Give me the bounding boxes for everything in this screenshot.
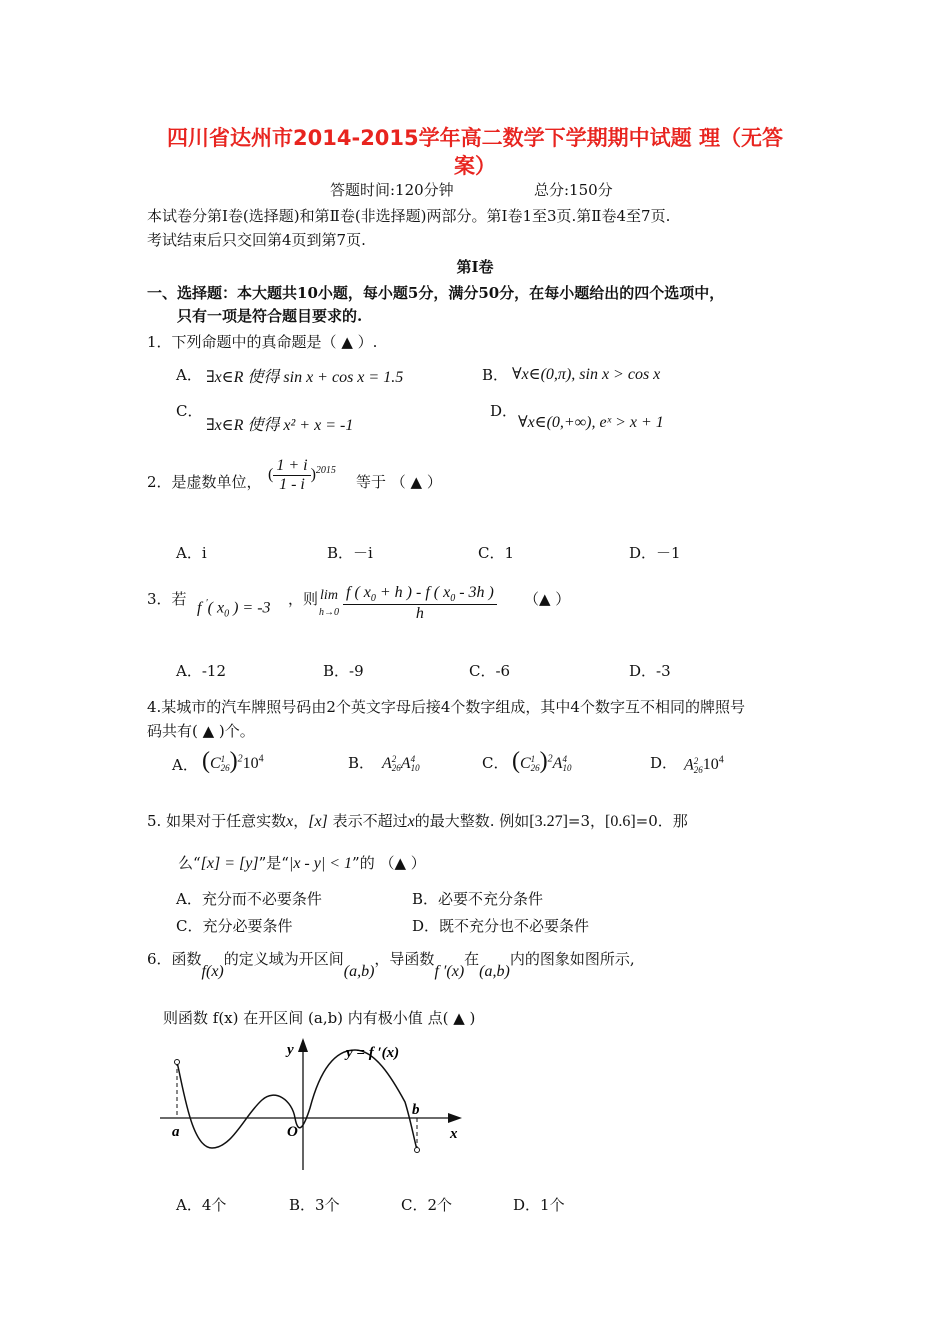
- q5-option-b: B．必要不充分条件: [412, 890, 544, 908]
- derivative-graph: [150, 1030, 470, 1180]
- x-axis-label: x: [450, 1126, 458, 1142]
- q6-option-a: A．4个: [176, 1196, 227, 1214]
- q2-fraction-expression: ( $\frac{1 + i}{1 - i}$ )$^{2015}$: [268, 457, 336, 493]
- exam-score: 总分:150分: [534, 181, 613, 199]
- q3-stem-start: 3．若: [147, 590, 187, 608]
- q2-option-c: C．1: [478, 544, 515, 562]
- part-heading: 第Ⅰ卷: [456, 258, 494, 276]
- y-axis-arrow-icon: [298, 1038, 308, 1052]
- q6-text-5: 内的图象如图所示,: [509, 950, 635, 968]
- q6-option-d: D．1个: [513, 1196, 565, 1214]
- q2-stem-start: 2．是虚数单位，: [147, 473, 262, 491]
- q3-option-b: B．-9: [323, 662, 364, 680]
- endpoint-a-open-circle: [175, 1060, 180, 1065]
- q5-text-7: ”是“: [258, 854, 289, 872]
- q1-option-a-label: A．: [176, 366, 202, 384]
- q5-text-6: 么“: [178, 854, 201, 872]
- q4-option-c-label: C．: [482, 754, 509, 772]
- q4-option-a-math: (C1 $26)^210^4$: [202, 748, 264, 774]
- q2-stem-tail: 等于 （ ▲ ）: [356, 473, 442, 491]
- q1-option-d-label: D．: [490, 402, 518, 420]
- document-title-line1: 四川省达州市2014-2015学年高二数学下学期期中试题 理（无答: [167, 126, 783, 150]
- q5-text-2: 表示不超过: [332, 812, 408, 830]
- q5-option-a: A．充分而不必要条件: [176, 890, 322, 908]
- q1-option-b-math: ∀x∈(0,π), sin x > cos x: [512, 366, 661, 383]
- x-axis-arrow-icon: [448, 1113, 462, 1123]
- q1-stem: 1．下列命题中的真命题是（ ▲ ）.: [147, 333, 378, 351]
- q5-text-3: 的最大整数. 例如: [414, 812, 530, 830]
- q6-text-2: 的定义域为开区间: [223, 950, 344, 968]
- q5-text-1: 5. 如果对于任意实数: [147, 812, 287, 830]
- endpoint-b-open-circle: [415, 1148, 420, 1153]
- intro-line2: 考试结束后只交回第4页到第7页.: [147, 231, 366, 249]
- q4-option-b-math: A2 26A4 10: [382, 754, 420, 774]
- point-b-label: b: [412, 1102, 420, 1118]
- q1-option-b-label: B．: [482, 366, 509, 384]
- q3-option-a: A．-12: [176, 662, 226, 680]
- q4-option-c-math: (C1 26)$^2$A4 10: [512, 748, 572, 774]
- q6-text-4: 在: [464, 950, 480, 968]
- q4-option-b-label: B．: [348, 754, 375, 772]
- q5-option-c: C．充分必要条件: [176, 917, 293, 935]
- q5-line2: 么“[x] = [y]”是“|x - y| < 1”的 （▲ ）: [178, 854, 426, 872]
- q3-option-c: C．-6: [469, 662, 511, 680]
- q1-option-c-label: C．: [176, 402, 203, 420]
- q1-option-a-math: ∃x∈R 使得 sin x + cos x = 1.5: [206, 369, 404, 386]
- q4-stem-line2: 码共有( ▲ )个。: [147, 722, 255, 740]
- q1-option-c-math: ∃x∈R 使得 x² + x = -1: [206, 417, 354, 434]
- y-axis-label: y: [287, 1042, 294, 1058]
- q6-line2: 则函数 f(x) 在开区间 (a,b) 内有极小值 点( ▲ ): [163, 1009, 476, 1027]
- q6-text-1: 6．函数: [147, 950, 202, 968]
- q5-text-5: =0．那: [635, 812, 688, 830]
- section-heading-line2: 只有一项是符合题目要求的.: [177, 307, 363, 325]
- q2-option-d: D．－1: [629, 544, 681, 562]
- intro-line1: 本试卷分第Ⅰ卷(选择题)和第Ⅱ卷(非选择题)两部分。第Ⅰ卷1至3页.第Ⅱ卷4至7页.: [147, 207, 671, 225]
- exam-time: 答题时间:120分钟: [330, 181, 454, 199]
- q4-option-a-label: A．: [172, 756, 198, 774]
- q4-option-d-math: A2 2610$^4$: [684, 755, 724, 775]
- q2-option-b: B．－i: [327, 544, 373, 562]
- q6-text-3: ，导函数: [374, 950, 435, 968]
- q5-line1: 5. 如果对于任意实数x，[x] 表示不超过x的最大整数. 例如[3.27]=3，[0.6]=0．那: [147, 812, 688, 830]
- q4-option-d-label: D．: [650, 754, 678, 772]
- q3-condition: f ′( $x_0$ ) = -3: [197, 598, 271, 620]
- q3-option-d: D．-3: [629, 662, 671, 680]
- q6-option-c: C．2个: [401, 1196, 453, 1214]
- q2-option-a: A．i: [176, 544, 207, 562]
- q3-then: ，则: [288, 590, 319, 608]
- q6-option-b: B．3个: [289, 1196, 340, 1214]
- document-title-line2: 案）: [454, 154, 496, 178]
- section-heading-line1: 一、选择题：本大题共10小题，每小题5分，满分50分，在每小题给出的四个选项中，: [147, 284, 725, 302]
- q1-option-d-math: ∀x∈(0,+∞), eˣ > x + 1: [518, 414, 664, 431]
- curve-label: y = f ′(x): [346, 1045, 400, 1061]
- point-a-label: a: [172, 1124, 180, 1140]
- q5-option-d: D．既不充分也不必要条件: [412, 917, 590, 935]
- q3-limit-expression: lim h→0 $\frac{f ( x_0 + h ) - f ( x_0 - 3h )}{h}$: [319, 584, 497, 623]
- q4-stem-line1: 4.某城市的汽车牌照号码由2个英文字母后接4个数字组成，其中4个数字互不相同的牌照号: [147, 698, 745, 716]
- q5-text-4: =3，: [567, 812, 606, 830]
- origin-label: O: [287, 1124, 298, 1140]
- q6-line1: 6．函数f(x)的定义域为开区间(a,b)，导函数f ′(x)在(a,b)内的图象如图所示,: [147, 950, 635, 980]
- q5-text-8: ”的 （▲ ）: [352, 854, 426, 872]
- q3-stem-tail: （▲ ）: [524, 590, 571, 608]
